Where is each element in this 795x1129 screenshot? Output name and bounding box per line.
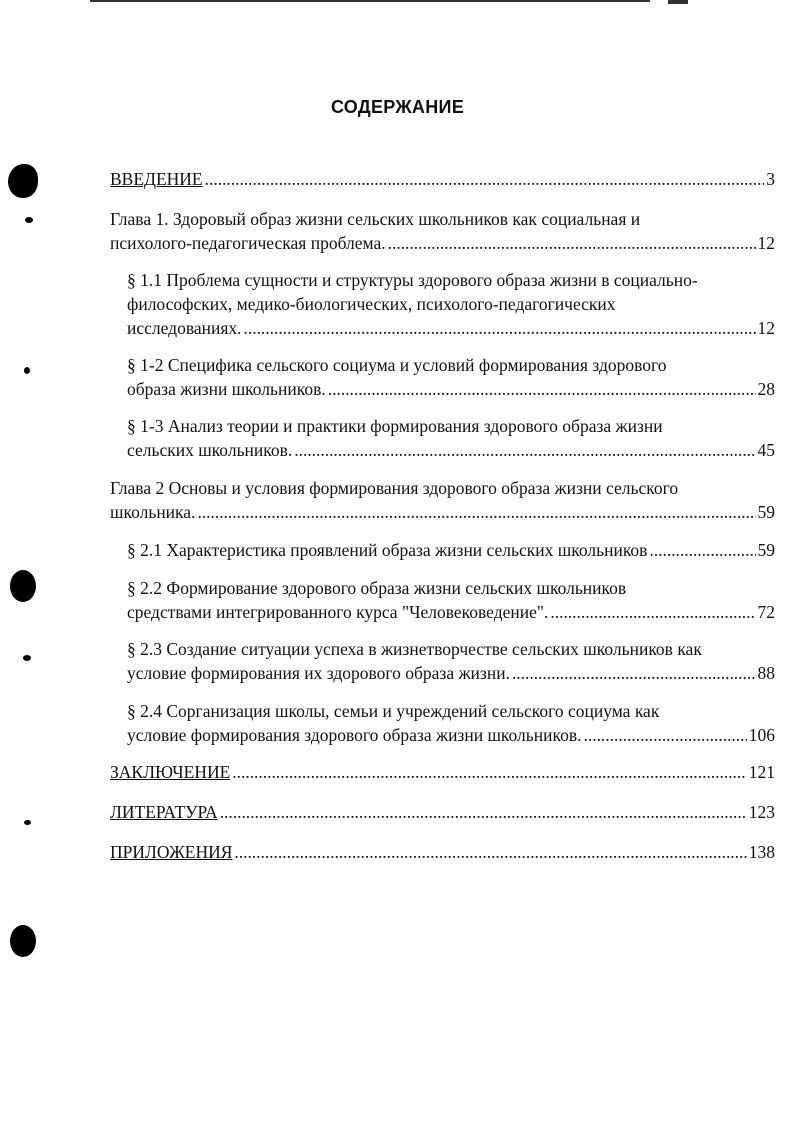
page-number: 121 [748,762,775,782]
page-number: 12 [757,318,775,338]
page-number: 106 [748,725,775,745]
page-number: 3 [766,169,775,189]
binder-hole-mark [10,570,36,602]
toc-entry-section-2-1: § 2.1 Характеристика проявлений образа жизни сельских школьников . . . 59 [127,538,775,562]
toc-entry-chapter-2: Глава 2 Основы и условия формирования здорового образа жизни сельского школьника. . . . 59 [110,476,775,524]
toc-entry-appendices: ПРИЛОЖЕНИЯ . . . 138 [110,840,775,864]
binder-hole-mark [10,925,36,957]
binder-hole-mark [24,367,30,374]
toc-entry-section-2-3: § 2.3 Создание ситуации успеха в жизнетворчестве сельских школьников как условие формирования их здорового образа жизни. . . . 88 [127,637,775,685]
toc-entry-literature: ЛИТЕРАТУРА . . . 123 [110,800,775,824]
page-number: 12 [757,233,775,253]
page-number: 28 [757,379,775,399]
binder-hole-mark [25,217,33,223]
page-number: 72 [757,602,775,622]
scan-rule [90,0,650,2]
page-number: 45 [757,440,775,460]
toc-entry-section-1-3: § 1-3 Анализ теории и практики формирования здорового образа жизни сельских школьников. . . . 45 [127,414,775,462]
toc-entry-introduction: ВВЕДЕНИЕ . . . 3 [110,167,775,191]
binder-hole-mark [8,164,38,198]
page-number: 59 [757,502,775,522]
toc-entry-section-1-1: § 1.1 Проблема сущности и структуры здорового образа жизни в социально- философских, медико-биологических, психолого-педагогических исследованиях. . . . 12 [127,268,775,340]
binder-hole-mark [23,655,31,661]
toc-entry-section-2-4: § 2.4 Сорганизация школы, семьи и учреждений сельского социума как условие формирования здорового образа жизни школьников. . . . 106 [127,699,775,747]
scan-rule [668,0,688,4]
toc-entry-section-1-2: § 1-2 Специфика сельского социума и условий формирования здорового образа жизни школьников. . . . 28 [127,353,775,401]
page-number: 59 [757,540,775,560]
toc-entry-chapter-1: Глава 1. Здоровый образ жизни сельских школьников как социальная и психолого-педагогическая проблема. . . . 12 [110,207,775,255]
page-number: 123 [748,802,775,822]
toc-entry-conclusion: ЗАКЛЮЧЕНИЕ . . . 121 [110,760,775,784]
page-number: 88 [757,663,775,683]
toc-entry-section-2-2: § 2.2 Формирование здорового образа жизни сельских школьников средствами интегрированного курса "Человековедение". . . . 72 [127,576,775,624]
page-title: СОДЕРЖАНИЕ [330,97,465,117]
page-number: 138 [748,842,775,862]
binder-hole-mark [24,820,31,825]
